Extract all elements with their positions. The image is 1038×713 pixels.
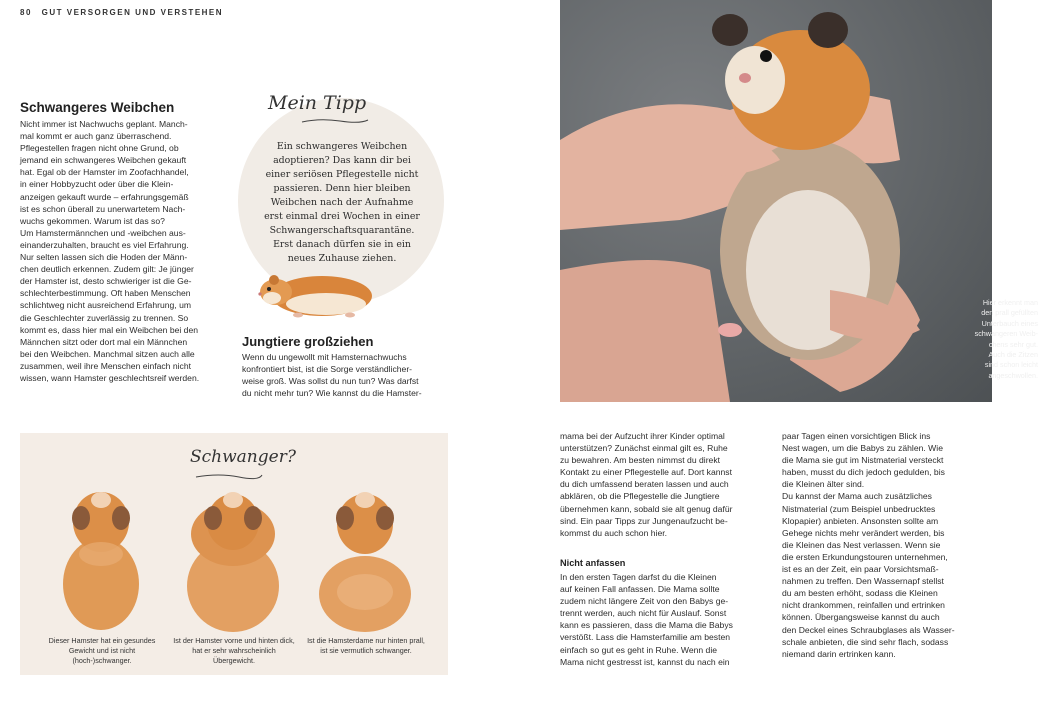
tip-underline-swash xyxy=(300,116,370,126)
raising-juveniles-heading: Jungtiere großziehen xyxy=(242,334,374,349)
caption-overweight: Ist der Hamster vorne und hinten dick, hat er sehr wahrscheinlich Übergewicht. xyxy=(173,636,295,665)
hamster-illustration-icon xyxy=(254,262,380,320)
do-not-touch-heading: Nicht anfassen xyxy=(560,558,626,568)
left-page xyxy=(0,0,504,713)
pregnant-hamster-photo xyxy=(560,0,1038,402)
tip-text: Ein schwangeres Weibchen adoptieren? Das kann dir bei einer seriösen Pflegestelle nicht passieren. Denn hier bleiben Weibchen nach der Aufnahme erst einmal drei Wochen in einer Schwangerschaftsquarantäne. Erst danach dürfen sie in ein neues Zuhause ziehen. xyxy=(264,141,420,264)
right-page xyxy=(504,0,1038,713)
page-number: 80 xyxy=(20,8,32,17)
hamster-overweight-icon xyxy=(180,484,286,634)
juveniles-continued-text: mama bei der Aufzucht ihrer Kinder optimal unterstützen? Zunächst einmal gilt es, Ruhe zu bewahren. Am besten nimmst du direkt Kontakt zu einer Pflegestelle auf. Dort kannst du dich umfassend beraten lassen und auch abklären, ob die Pflegestelle die Jungtiere übernehmen kann, sobald sie alt genug dafür sind. Ein paar Tipps zur Jungenaufzucht be- kommst du auch schon hier. xyxy=(560,431,733,538)
pregnant-female-text: Nicht immer ist Nachwuchs geplant. Manch- mal kommt er auch ganz überraschend. Pflegestellen fragen nicht ohne Grund, ob jemand ein schwangeres Weibchen gekauft hat. Egal ob der Hamster im Zoofachhandel, in einer Hobbyzucht oder über die Klein- anzeigen gekauft wurde – erfahrungsgemäß ist es schon überall zu unerwartetem Nach- wuchs gekommen. Warum ist das so? Um Hamstermännchen und -weibchen aus- einanderzuhalten, braucht es viel Erfahrung. Nur selten lassen sich die Hoden der Männ- chen deutlich erkennen. Zudem gilt: Je jünger der Hamster ist, desto schwieriger ist die Ge- schlechterbestimmung. Oft haben Menschen schlichtweg nicht ausreichend Erfahrung, um die Geschlechter zuverlässig zu trennen. So kommt es, dass hier mal ein Weibchen bei den Männchen sitzt oder dort mal ein Männchen bei den Weibchen. Manchmal sitzen auch alle zusammen, weil ihre Menschen einfach nicht wissen, wann Hamster geschlechtsreif werden. xyxy=(20,119,200,383)
photo-caption: Hier erkennt man den prall gefüllten Unterbauch eines schwangeren Weib- chens sehr gut. Auch die Zitzen sind schon leicht angeschwollen. xyxy=(974,298,1038,380)
raising-juveniles-text: Wenn du ungewollt mit Hamsternachwuchs konfrontiert bist, ist die Sorge verständlicher- weise groß. Was sollst du nun tun? Was darfst du nicht mehr tun? Wie kannst du die Hamster- xyxy=(242,352,422,399)
do-not-touch-text: In den ersten Tagen darfst du die Kleinen auf keinen Fall anfassen. Die Mama sollte zudem nicht längere Zeit von den Babys ge- trennt werden, auch nicht für Auslauf. Sonst kann es passieren, dass die Mama die Babys verstößt. Lass die Hamsterfamilie am besten einfach so gut es geht in Ruhe. Wenn die Mama nicht gestresst ist, kannst du nach ein xyxy=(560,572,733,667)
pregnant-female-heading: Schwangeres Weibchen xyxy=(20,100,175,115)
running-head-title: GUT VERSORGEN UND VERSTEHEN xyxy=(41,8,224,17)
tip-heading: Mein Tipp xyxy=(268,92,367,114)
caption-normal-weight: Dieser Hamster hat ein gesundes Gewicht und ist nicht (hoch-)schwanger. xyxy=(48,636,156,665)
illustration-heading: Schwanger? xyxy=(190,447,296,467)
running-head xyxy=(20,8,223,17)
hamster-in-hand-photo-icon xyxy=(560,0,992,402)
hamster-normal-weight-icon xyxy=(48,484,154,634)
illustration-underline-swash xyxy=(194,472,264,482)
caption-pregnant: Ist die Hamsterdame nur hinten prall, ist sie vermutlich schwanger. xyxy=(307,636,425,655)
nest-care-text: paar Tagen einen vorsichtigen Blick ins Nest wagen, um die Babys zu zählen. Wie die Mama sie gut im Nistmaterial versteckt haben, musst du dich jedoch gedulden, bis die Kleinen älter sind. Du kannst der Mama auch zusätzliches Nistmaterial (zum Beispiel unbedrucktes Klopapier) anbieten. Ansonsten sollte am Gehege nichts mehr verändert werden, bis die Kleinen das Nest verlassen. Wenn sie die ersten Erkundungstouren unternehmen, ist es an der Zeit, ein paar Vorsichtsmaß- nahmen zu treffen. Den Wassernapf stellst du am besten erhöht, sodass die Kleinen nicht drankommen, reinfallen und ertrinken können. Übergangsweise kannst du auch den Deckel eines Schraubglases als Wasser- schale anbieten, die sind sehr flach, sodass niemand darin ertrinken kann. xyxy=(782,431,955,659)
hamster-pregnant-icon xyxy=(312,484,418,634)
